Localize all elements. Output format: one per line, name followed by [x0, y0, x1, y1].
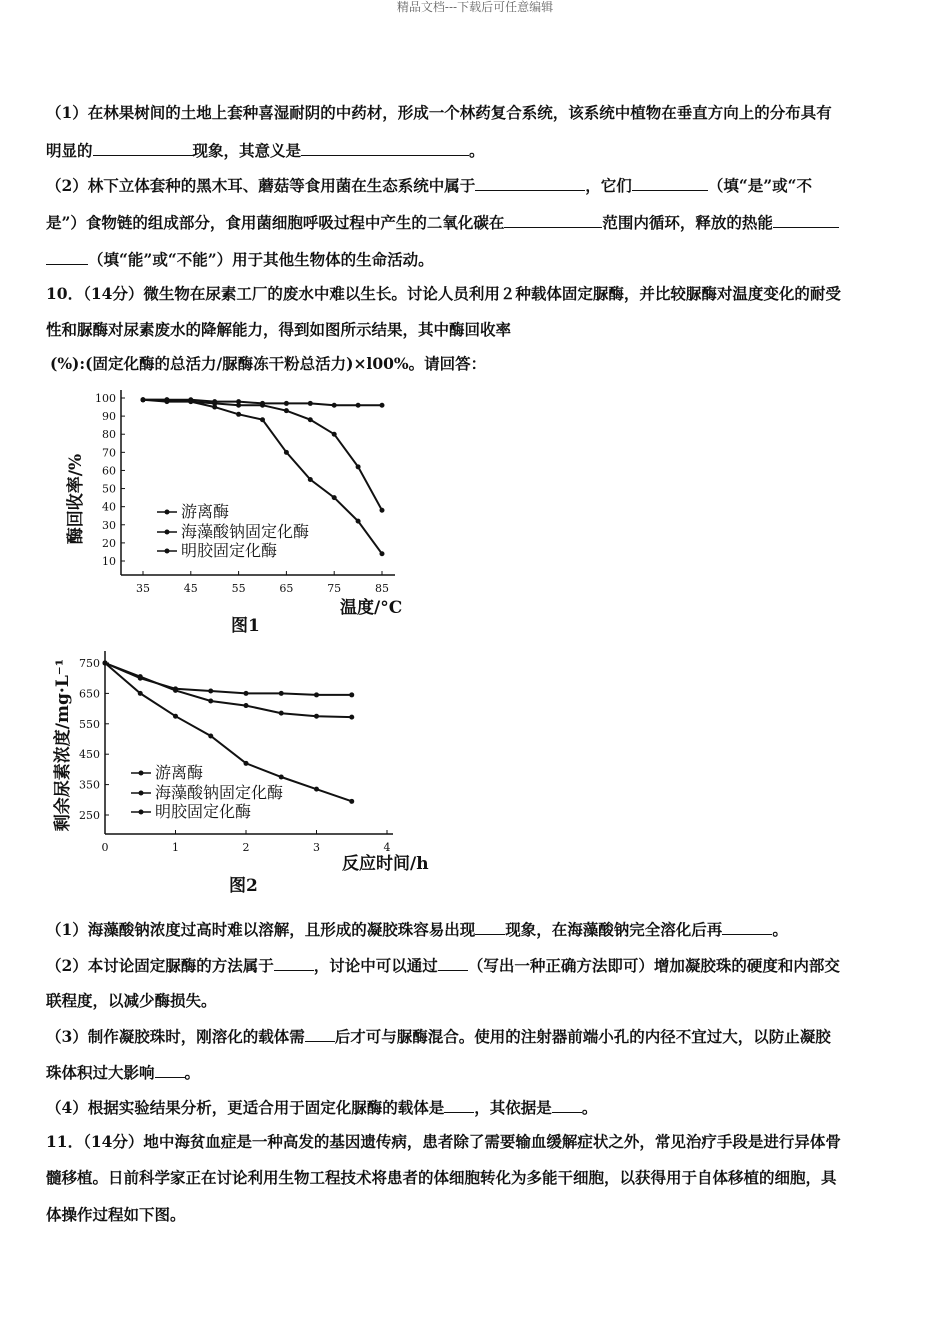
y-tick-label: 30 — [102, 518, 116, 532]
y-tick-label: 70 — [102, 446, 116, 460]
data-point — [308, 417, 313, 422]
data-point — [332, 432, 337, 437]
y-tick-label: 250 — [79, 809, 100, 822]
text-line: （填“能”或“不能”）用于其他生物体的生命活动。 — [46, 249, 434, 270]
data-point — [173, 714, 178, 719]
figure-1-chart — [55, 385, 415, 635]
data-point — [208, 688, 213, 693]
data-point — [260, 417, 265, 422]
text-line: （2）林下立体套种的黑木耳、蘑菇等食用菌在生态系统中属于 ，它们 （填“是”或“不 — [46, 176, 813, 195]
figure-2-xlabel: 反应时间/h — [342, 854, 429, 874]
text-line: 髓移植。日前科学家正在讨论利用生物工程技术将患者的体细胞转化为多能干细胞，以获得用于自体移植的细胞，具 — [46, 1168, 837, 1187]
data-point — [349, 799, 354, 804]
page-header: 精品文档---下载后可任意编辑 — [396, 0, 554, 14]
text-line: 珠体积过大影响 。 — [46, 1063, 201, 1082]
data-point — [314, 714, 319, 719]
figure-1-ylabel: 酶回收率/% — [66, 453, 86, 545]
data-point — [138, 691, 143, 696]
data-point — [208, 733, 213, 738]
data-point — [244, 761, 249, 766]
figure-2-legend — [131, 763, 283, 821]
data-point — [380, 403, 385, 408]
x-tick-label: 1 — [172, 841, 179, 854]
y-tick-label: 40 — [102, 500, 116, 514]
legend-label: 海藻酸钠固定化酶 — [155, 783, 284, 802]
figure-1-legend — [157, 502, 309, 560]
data-point — [349, 715, 354, 720]
data-point — [260, 401, 265, 406]
subquestion-4: （4）根据实验结果分析，更适合用于固定化脲酶的载体是 ，其依据是 。 — [46, 1098, 598, 1117]
y-tick-label: 80 — [102, 428, 116, 442]
y-tick-label: 650 — [79, 687, 100, 701]
data-point — [349, 692, 354, 697]
legend-label: 游离酶 — [155, 763, 204, 782]
data-point — [244, 691, 249, 696]
data-point — [138, 676, 143, 681]
legend-label: 明胶固定化酶 — [155, 802, 252, 821]
data-point — [308, 401, 313, 406]
data-point — [103, 661, 108, 666]
data-point — [212, 399, 217, 404]
y-tick-label: 90 — [102, 410, 116, 424]
data-point — [332, 495, 337, 500]
y-tick-label: 350 — [79, 778, 100, 792]
figure-1-xlabel: 温度/°C — [340, 598, 403, 618]
x-tick-label: 55 — [231, 582, 246, 595]
data-point — [208, 699, 213, 704]
y-tick-label: 20 — [102, 536, 116, 550]
data-point — [308, 477, 313, 482]
data-point — [141, 397, 146, 402]
x-tick-label: 75 — [327, 582, 342, 595]
figure-2-caption: 图2 — [229, 876, 258, 896]
text-line: 是”）食物链的组成部分，食用菌细胞呼吸过程中产生的二氧化碳在 范围内循环，释放的热能 — [46, 212, 839, 233]
text-line: （1）在林果树间的土地上套种喜湿耐阴的中药材，形成一个林药复合系统，该系统中植物在垂直方向上的分布具有 — [46, 103, 832, 122]
formula-line: (%):(固定化酶的总活力/脲酶冻干粉总活力)×l00%。请回答： — [50, 354, 487, 373]
data-point — [188, 397, 193, 402]
x-tick-label: 65 — [279, 582, 294, 595]
data-point — [279, 775, 284, 780]
x-tick-label: 3 — [313, 841, 320, 854]
text-line: 联程度，以减少酶损失。 — [46, 991, 217, 1010]
data-point — [356, 519, 361, 524]
x-tick-label: 45 — [183, 582, 198, 595]
y-tick-label: 50 — [102, 482, 116, 496]
x-tick-label: 2 — [242, 841, 250, 854]
data-point — [164, 397, 169, 402]
data-point — [173, 686, 178, 691]
subquestion-3: （3）制作凝胶珠时，刚溶化的载体需 后才可与脲酶混合。使用的注射器前端小孔的内径不宜过大，以防止凝胶 — [46, 1027, 831, 1046]
data-point — [236, 412, 241, 417]
data-point — [380, 551, 385, 556]
y-tick-label: 550 — [79, 717, 100, 731]
data-point — [380, 508, 385, 513]
subquestion-2: （2）本讨论固定脲酶的方法属于 ，讨论中可以通过 （写出一种正确方法即可）增加凝胶珠的硬度和内部交 — [46, 956, 840, 975]
y-tick-label: 60 — [102, 464, 116, 478]
question-10: 10．（14分）微生物在尿素工厂的废水中难以生长。讨论人员利用２种载体固定脲酶，并比较脲酶对温度变化的耐受 — [46, 284, 841, 303]
data-point — [244, 703, 249, 708]
x-tick-label: 0 — [101, 841, 109, 854]
series-line-1 — [105, 663, 352, 801]
figure-2-ylabel: 剩余尿素浓度/mg·L⁻¹ — [53, 658, 73, 832]
x-tick-label: 85 — [375, 582, 389, 595]
data-point — [356, 403, 361, 408]
y-tick-label: 450 — [79, 748, 100, 762]
legend-label: 游离酶 — [181, 502, 230, 521]
legend-label: 明胶固定化酶 — [181, 541, 278, 560]
figure-1-caption: 图1 — [231, 616, 260, 635]
series-line-2 — [143, 400, 382, 511]
data-point — [356, 464, 361, 469]
y-tick-label: 10 — [102, 555, 116, 568]
x-tick-label: 35 — [136, 582, 150, 595]
text-line: 性和脲酶对尿素废水的降解能力，得到如图所示结果，其中酶回收率 — [46, 320, 512, 339]
text-line: 明显的 现象，其意义是 。 — [46, 141, 485, 160]
data-point — [314, 692, 319, 697]
subquestion-1: （1）海藻酸钠浓度过高时难以溶解，且形成的凝胶珠容易出现 现象，在海藻酸钠完全溶化后再 。 — [46, 920, 788, 939]
x-tick-label: 4 — [383, 841, 391, 854]
data-point — [236, 399, 241, 404]
question-11: 11．（14分）地中海贫血症是一种高发的基因遗传病，患者除了需要输血缓解症状之外，常见治疗手段是进行异体骨 — [46, 1132, 841, 1151]
text-line: 体操作过程如下图。 — [46, 1205, 186, 1224]
series-line-2 — [105, 663, 352, 717]
data-point — [279, 711, 284, 716]
data-point — [279, 691, 284, 696]
data-point — [284, 408, 289, 413]
data-point — [284, 450, 289, 455]
legend-label: 海藻酸钠固定化酶 — [181, 522, 310, 541]
figure-2-chart — [48, 645, 448, 905]
data-point — [314, 787, 319, 792]
y-tick-label: 750 — [79, 657, 100, 670]
data-point — [332, 403, 337, 408]
data-point — [284, 401, 289, 406]
y-tick-label: 100 — [95, 392, 116, 405]
